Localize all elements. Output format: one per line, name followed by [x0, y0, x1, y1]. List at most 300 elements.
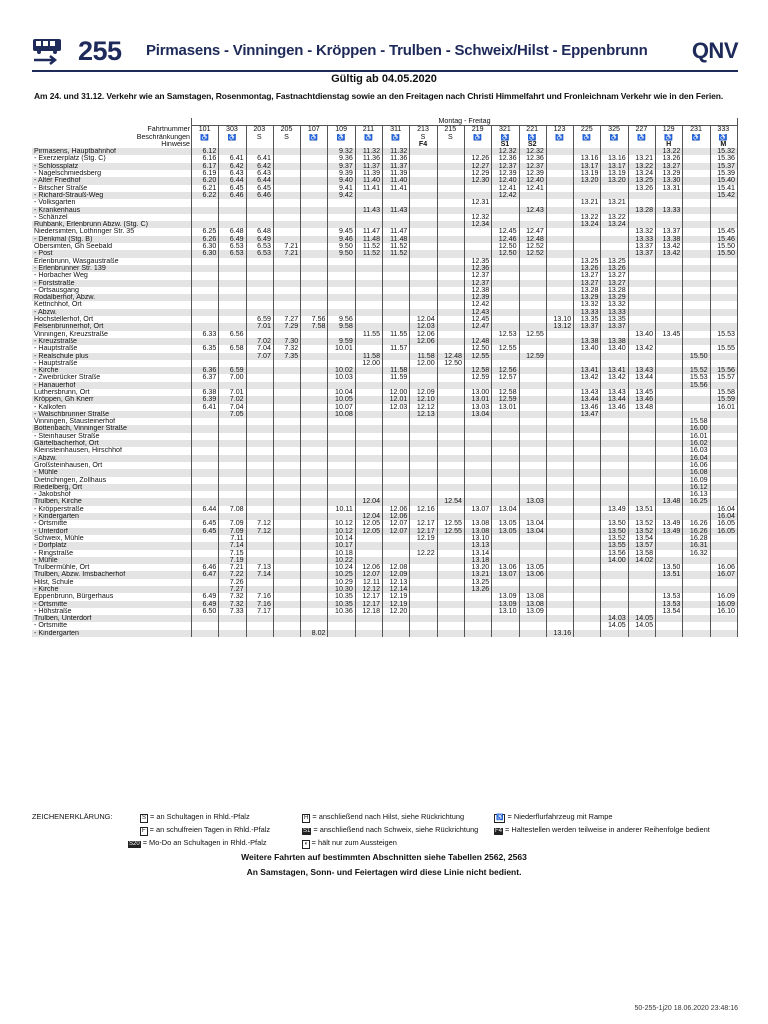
departure-time: 13.04: [492, 506, 519, 513]
departure-time: 13.20: [574, 177, 601, 184]
departure-time: [464, 513, 491, 520]
departure-time: [628, 564, 655, 571]
trip-number: 107: [301, 126, 328, 134]
departure-time: [437, 221, 464, 228]
departure-time: 6.26: [192, 236, 219, 243]
departure-time: [656, 447, 683, 454]
departure-time: [410, 345, 437, 352]
departure-time: 7.11: [219, 535, 246, 542]
departure-time: [437, 258, 464, 265]
departure-time: [437, 331, 464, 338]
departure-time: [437, 601, 464, 608]
stop-name: - Steinhauser Straße: [34, 432, 100, 440]
departure-time: [273, 498, 300, 505]
departure-time: 13.09: [519, 608, 546, 615]
stop-row: [32, 236, 738, 243]
departure-time: [683, 411, 710, 418]
departure-time: 6.25: [192, 228, 219, 235]
departure-time: [546, 593, 573, 600]
stop-row: [32, 601, 738, 608]
departure-time: [683, 593, 710, 600]
departure-time: [273, 440, 300, 447]
departure-time: 12.36: [464, 265, 491, 272]
departure-time: [437, 163, 464, 170]
departure-time: [410, 287, 437, 294]
departure-time: [410, 579, 437, 586]
hint-symbol: M: [710, 141, 737, 148]
departure-time: 12.53: [492, 331, 519, 338]
departure-time: 15.32: [710, 148, 737, 155]
departure-time: [710, 455, 737, 462]
departure-time: [246, 221, 273, 228]
departure-time: [574, 579, 601, 586]
departure-time: [546, 564, 573, 571]
departure-time: [546, 622, 573, 629]
departure-time: [410, 367, 437, 374]
stop-name: - Abzw.: [32, 455, 192, 462]
departure-time: [710, 557, 737, 564]
departure-time: [683, 404, 710, 411]
departure-time: [519, 287, 546, 294]
departure-time: [683, 345, 710, 352]
departure-time: 12.19: [383, 601, 410, 608]
departure-time: [656, 550, 683, 557]
departure-time: [355, 484, 382, 491]
departure-time: 13.25: [464, 579, 491, 586]
departure-time: [355, 294, 382, 301]
departure-time: 6.45: [219, 185, 246, 192]
hint-symbol: F4: [410, 141, 437, 148]
departure-time: 13.06: [492, 564, 519, 571]
stop-row: [32, 535, 738, 542]
departure-time: [574, 630, 601, 637]
departure-time: [410, 542, 437, 549]
departure-time: [246, 272, 273, 279]
departure-time: [546, 455, 573, 462]
departure-time: 13.22: [601, 214, 628, 221]
departure-time: 12.59: [519, 353, 546, 360]
departure-time: 13.27: [601, 280, 628, 287]
departure-time: [437, 228, 464, 235]
departure-time: [710, 550, 737, 557]
stop-name: - Jakobshof: [34, 491, 71, 499]
departure-time: [219, 484, 246, 491]
stop-name: Kröppen, Gh Knerr: [32, 396, 192, 403]
departure-time: 13.50: [656, 564, 683, 571]
departure-time: 10.02: [328, 367, 355, 374]
departure-time: 13.27: [601, 272, 628, 279]
departure-time: [574, 550, 601, 557]
departure-time: [628, 513, 655, 520]
departure-time: [355, 338, 382, 345]
departure-time: [628, 382, 655, 389]
stop-name: - Ortsmitte: [34, 520, 68, 528]
legend-item: [302, 812, 464, 823]
departure-time: [683, 192, 710, 199]
departure-time: 10.05: [328, 396, 355, 403]
restriction-symbol: ♿: [546, 134, 573, 141]
departure-time: [219, 513, 246, 520]
departure-time: [656, 622, 683, 629]
departure-time: [328, 418, 355, 425]
departure-time: [601, 418, 628, 425]
departure-time: 10.08: [328, 411, 355, 418]
departure-time: [710, 280, 737, 287]
departure-time: [273, 593, 300, 600]
departure-time: [492, 622, 519, 629]
departure-time: 13.08: [519, 601, 546, 608]
departure-time: 13.21: [574, 199, 601, 206]
departure-time: [519, 477, 546, 484]
departure-time: [410, 571, 437, 578]
departure-time: 13.20: [601, 177, 628, 184]
departure-time: [246, 455, 273, 462]
departure-time: [273, 513, 300, 520]
departure-time: 10.22: [328, 557, 355, 564]
departure-time: [246, 374, 273, 381]
departure-time: 7.14: [219, 542, 246, 549]
departure-time: [546, 301, 573, 308]
departure-time: [355, 506, 382, 513]
departure-time: [683, 214, 710, 221]
departure-time: [383, 214, 410, 221]
departure-time: 13.29: [601, 294, 628, 301]
departure-time: 15.55: [710, 345, 737, 352]
departure-time: [328, 221, 355, 228]
departure-time: [192, 440, 219, 447]
stop-row: [32, 608, 738, 615]
departure-time: [683, 287, 710, 294]
departure-time: [301, 163, 328, 170]
departure-time: [492, 316, 519, 323]
stop-name: - Hauptstraße: [34, 359, 78, 367]
departure-time: [410, 440, 437, 447]
departure-time: 13.22: [574, 214, 601, 221]
departure-time: 6.41: [192, 404, 219, 411]
departure-time: 13.44: [628, 374, 655, 381]
stop-name: - Alter Friedhof: [32, 177, 192, 184]
departure-time: 13.49: [601, 506, 628, 513]
departure-time: [301, 447, 328, 454]
departure-time: [355, 469, 382, 476]
departure-time: [301, 338, 328, 345]
departure-time: [246, 491, 273, 498]
trip-number: 129: [656, 126, 683, 134]
departure-time: [519, 382, 546, 389]
stop-row: [32, 323, 738, 330]
departure-time: [410, 615, 437, 622]
departure-time: [683, 250, 710, 257]
departure-time: 15.59: [710, 396, 737, 403]
departure-time: 15.41: [710, 185, 737, 192]
departure-time: [301, 593, 328, 600]
departure-time: 13.47: [574, 411, 601, 418]
stop-name: - Schlossplatz: [32, 163, 192, 170]
stop-name: - Post: [32, 250, 192, 257]
departure-time: [656, 338, 683, 345]
departure-time: [383, 622, 410, 629]
departure-time: [601, 564, 628, 571]
departure-time: [219, 294, 246, 301]
departure-time: 12.50: [492, 250, 519, 257]
departure-time: [546, 579, 573, 586]
departure-time: 13.04: [519, 528, 546, 535]
departure-time: 6.22: [192, 192, 219, 199]
stop-name: - Denkmal (Stg. B): [32, 236, 192, 243]
departure-time: [301, 170, 328, 177]
trip-number: 123: [546, 126, 573, 134]
departure-time: [492, 447, 519, 454]
departure-time: [519, 360, 546, 367]
departure-time: 13.27: [574, 272, 601, 279]
departure-time: 16.12: [683, 484, 710, 491]
departure-time: [410, 433, 437, 440]
departure-time: [628, 265, 655, 272]
departure-time: [656, 316, 683, 323]
departure-time: [656, 542, 683, 549]
departure-time: [628, 484, 655, 491]
departure-time: 13.08: [464, 520, 491, 527]
stop-name: Kettrichhof, Ort: [34, 301, 82, 309]
departure-time: [410, 564, 437, 571]
departure-time: 12.40: [492, 177, 519, 184]
legend-symbol: S: [142, 815, 147, 821]
departure-time: 12.55: [519, 331, 546, 338]
departure-time: [710, 447, 737, 454]
departure-time: [710, 207, 737, 214]
departure-time: [273, 148, 300, 155]
departure-time: [656, 462, 683, 469]
departure-time: [492, 418, 519, 425]
departure-time: 13.53: [656, 601, 683, 608]
departure-time: [355, 557, 382, 564]
departure-time: [601, 148, 628, 155]
departure-time: 12.07: [383, 528, 410, 535]
departure-time: 12.19: [383, 593, 410, 600]
departure-time: [328, 491, 355, 498]
departure-time: 12.09: [383, 571, 410, 578]
departure-time: [656, 477, 683, 484]
departure-time: [519, 615, 546, 622]
departure-time: 10.17: [328, 542, 355, 549]
departure-time: 13.33: [656, 207, 683, 214]
stop-row: [32, 389, 738, 396]
departure-time: [437, 177, 464, 184]
departure-time: [519, 586, 546, 593]
departure-time: [683, 338, 710, 345]
departure-time: 6.43: [219, 170, 246, 177]
departure-time: [546, 345, 573, 352]
departure-time: [628, 498, 655, 505]
departure-time: [301, 367, 328, 374]
departure-time: 11.40: [355, 177, 382, 184]
hints-label: Hinweise: [161, 140, 190, 148]
departure-time: [410, 199, 437, 206]
departure-time: 6.46: [192, 564, 219, 571]
departure-time: 13.20: [464, 564, 491, 571]
departure-time: 15.37: [710, 163, 737, 170]
legend-text: = Mo-Do an Schultagen in Rhld.-Pfalz: [142, 838, 267, 847]
departure-time: [464, 148, 491, 155]
departure-time: [301, 258, 328, 265]
service-note: Am 24. und 31.12. Verkehr wie an Samstagen, Rosenmontag, Fastnachtdienstag sowie an den Freitagen nach Christi Himmelfahrt und Fronleichnam Verkehr wie in den Ferien.: [34, 91, 724, 101]
departure-time: 6.45: [192, 528, 219, 535]
departure-time: 12.59: [464, 374, 491, 381]
trip-number: 101: [192, 126, 219, 134]
departure-time: [710, 214, 737, 221]
departure-time: [574, 207, 601, 214]
departure-time: [683, 331, 710, 338]
restriction-symbol: ♿: [355, 134, 382, 141]
departure-time: [383, 425, 410, 432]
departure-time: [437, 185, 464, 192]
departure-time: 12.32: [464, 214, 491, 221]
departure-time: [246, 207, 273, 214]
stop-row: [32, 287, 738, 294]
departure-time: [410, 148, 437, 155]
departure-time: [574, 382, 601, 389]
departure-time: [492, 455, 519, 462]
departure-time: [383, 316, 410, 323]
stop-row: [32, 294, 738, 301]
departure-time: 15.58: [683, 418, 710, 425]
departure-time: 11.36: [383, 155, 410, 162]
stop-row: [32, 411, 738, 418]
departure-time: 14.03: [601, 615, 628, 622]
departure-time: [546, 177, 573, 184]
line-number: 255: [78, 36, 122, 66]
departure-time: [273, 207, 300, 214]
departure-time: 12.07: [355, 571, 382, 578]
departure-time: 10.11: [328, 506, 355, 513]
departure-time: [656, 294, 683, 301]
stop-row: [32, 622, 738, 629]
departure-time: [355, 404, 382, 411]
departure-time: [464, 447, 491, 454]
departure-time: [437, 243, 464, 250]
departure-time: 12.09: [410, 389, 437, 396]
departure-time: 13.37: [628, 250, 655, 257]
departure-time: [246, 542, 273, 549]
departure-time: [519, 447, 546, 454]
departure-time: [273, 404, 300, 411]
departure-time: [546, 469, 573, 476]
departure-time: [683, 586, 710, 593]
stop-name: - Exerzierplatz (Stg. C): [34, 155, 106, 163]
departure-time: 13.05: [492, 520, 519, 527]
departure-time: 16.01: [710, 404, 737, 411]
departure-time: 11.39: [355, 170, 382, 177]
departure-time: 13.21: [464, 571, 491, 578]
stop-name: Pirmasens, Hauptbahnhof: [32, 148, 192, 155]
stop-name: - Dorfplatz: [32, 542, 192, 549]
stop-name: Hilst, Schule: [34, 578, 74, 586]
departure-time: [383, 272, 410, 279]
departure-time: 6.12: [192, 148, 219, 155]
departure-time: [519, 484, 546, 491]
departure-time: 6.44: [246, 177, 273, 184]
departure-time: 6.49: [192, 601, 219, 608]
departure-time: [601, 236, 628, 243]
departure-time: [383, 353, 410, 360]
departure-time: [437, 265, 464, 272]
departure-time: 13.42: [574, 374, 601, 381]
stop-name: Niedersimten, Lothringer Str. 35: [34, 228, 135, 236]
departure-time: [301, 265, 328, 272]
departure-time: [219, 469, 246, 476]
departure-time: [492, 425, 519, 432]
departure-time: 9.32: [328, 148, 355, 155]
departure-time: [246, 440, 273, 447]
day-label: Montag - Freitag: [192, 118, 738, 126]
departure-time: [546, 506, 573, 513]
departure-time: [574, 528, 601, 535]
departure-time: [219, 360, 246, 367]
stop-name: - Mühle: [32, 557, 192, 564]
departure-time: 12.00: [410, 360, 437, 367]
hint-symbol: [464, 141, 491, 148]
departure-time: [601, 491, 628, 498]
departure-time: [383, 280, 410, 287]
departure-time: [273, 630, 300, 637]
departure-time: 12.00: [383, 389, 410, 396]
departure-time: 6.33: [192, 331, 219, 338]
departure-time: [492, 586, 519, 593]
departure-time: [656, 353, 683, 360]
departure-time: [574, 353, 601, 360]
stop-row: [32, 316, 738, 323]
departure-time: [546, 367, 573, 374]
departure-time: [273, 418, 300, 425]
departure-time: [628, 323, 655, 330]
departure-time: [710, 323, 737, 330]
departure-time: [464, 491, 491, 498]
departure-time: [410, 265, 437, 272]
departure-time: [574, 447, 601, 454]
departure-time: 12.55: [464, 353, 491, 360]
departure-time: [192, 323, 219, 330]
departure-time: 12.30: [464, 177, 491, 184]
departure-time: [546, 418, 573, 425]
departure-time: 11.52: [383, 243, 410, 250]
departure-time: [301, 294, 328, 301]
stop-row: [32, 396, 738, 403]
departure-time: [437, 447, 464, 454]
departure-time: 12.03: [383, 404, 410, 411]
departure-time: 16.10: [710, 608, 737, 615]
stop-row: [32, 170, 738, 177]
departure-time: [301, 301, 328, 308]
departure-time: 16.25: [683, 498, 710, 505]
departure-time: [355, 272, 382, 279]
stop-name: Obersimten, Gh Seebald: [34, 243, 113, 251]
departure-time: [683, 309, 710, 316]
departure-time: [273, 280, 300, 287]
departure-time: [301, 571, 328, 578]
departure-time: [546, 338, 573, 345]
stop-name: Trulben, Unterdorf: [32, 615, 192, 622]
departure-time: 13.24: [601, 221, 628, 228]
departure-time: [246, 622, 273, 629]
departure-time: [519, 433, 546, 440]
departure-time: [246, 433, 273, 440]
trip-number: 221: [519, 126, 546, 134]
departure-time: [492, 433, 519, 440]
departure-time: 16.09: [710, 593, 737, 600]
departure-time: [546, 148, 573, 155]
departure-time: [328, 382, 355, 389]
departure-time: [355, 382, 382, 389]
